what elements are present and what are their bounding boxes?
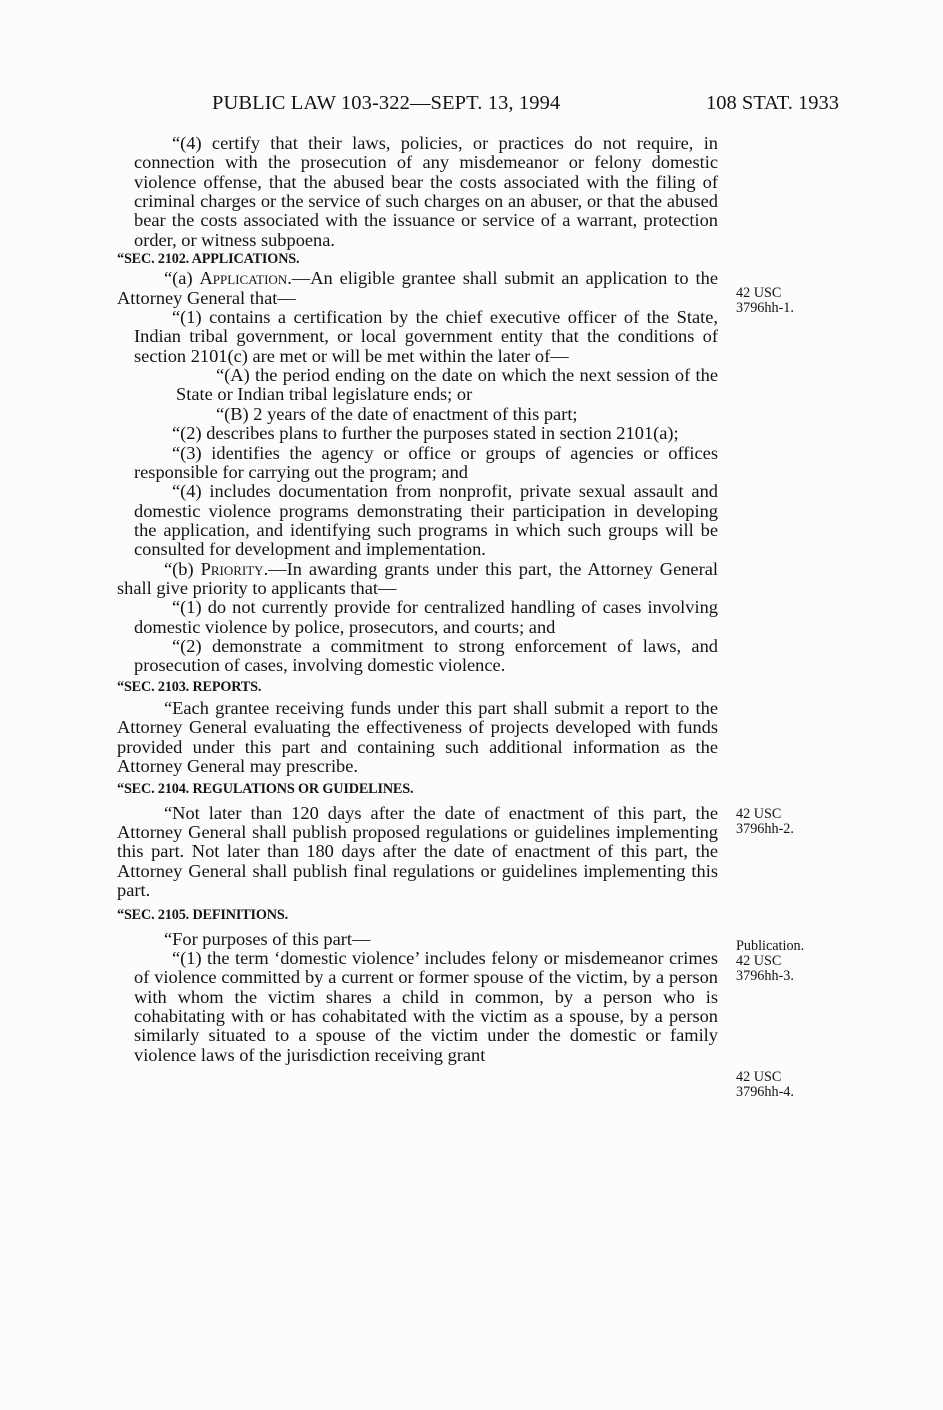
running-header-title: PUBLIC LAW 103-322—SEPT. 13, 1994 bbox=[212, 92, 561, 114]
definition-domestic-violence: “(1) the term ‘domestic violence’ includes felony or misdemeanor crimes of violence committed by a current or former spouse of the victim, by a person with whom the victim shares a child in common, by a person who is cohabitating with or has cohabitated with the victim as a spouse, by a person similarly situated to a spouse of the victim under the domestic or family violence laws of the jurisdiction receiving grant bbox=[134, 948, 718, 1065]
priority-item-1: “(1) do not currently provide for centralized handling of cases involving domestic violence by police, prosecutors, and courts; and bbox=[134, 597, 718, 637]
subparagraph-b-years: “(B) 2 years of the date of enactment of this part; bbox=[216, 403, 578, 424]
margin-note-publication: Publication. 42 USC 3796hh-3. bbox=[736, 938, 805, 984]
paragraph-2-plans: “(2) describes plans to further the purposes stated in section 2101(a); bbox=[172, 423, 679, 444]
section-heading-2104: “SEC. 2104. REGULATIONS OR GUIDELINES. bbox=[117, 781, 414, 798]
subsection-b-priority: “(b) Priority.—In awarding grants under this part, the Attorney General shall give priority to applicants that— bbox=[117, 558, 718, 598]
margin-note-usc-2: 42 USC 3796hh-2. bbox=[736, 806, 794, 837]
regulations-paragraph: “Not later than 120 days after the date of enactment of this part, the Attorney General shall publish proposed regulations or guidelines implementing this part. Not later than 180 days after the date of enactment of this part, the Attorney General shall publish final regulations or guidelines implementing this part. bbox=[117, 802, 718, 901]
paragraph-1-certification: “(1) contains a certification by the chief executive officer of the State, Indian tribal government, or local government entity that the conditions of section 2101(c) are met or will be met within the later of— bbox=[134, 307, 718, 366]
margin-note-usc-4: 42 USC 3796hh-4. bbox=[736, 1069, 794, 1100]
section-heading-2103: “SEC. 2103. REPORTS. bbox=[117, 678, 262, 695]
section-heading-2105: “SEC. 2105. DEFINITIONS. bbox=[117, 907, 289, 924]
priority-item-2: “(2) demonstrate a commitment to strong enforcement of laws, and prosecution of cases, involving domestic violence. bbox=[134, 635, 718, 676]
statute-body bbox=[117, 134, 718, 1065]
subparagraph-a-period: “(A) the period ending on the date on which the next session of the State or Indian tribal legislature ends; or bbox=[176, 365, 718, 405]
subsection-a-application: “(a) Application.—An eligible grantee shall submit an application to the Attorney General that— bbox=[117, 268, 719, 308]
statute-page-number: 108 STAT. 1933 bbox=[706, 92, 839, 114]
section-heading-2102: “SEC. 2102. APPLICATIONS. bbox=[117, 251, 300, 268]
margin-note-usc-1: 42 USC 3796hh-1. bbox=[736, 285, 794, 316]
paragraph-4-certify: “(4) certify that their laws, policies, or practices do not require, in connection with the prosecution of any misdemeanor or felony domestic violence offense, that the abused bear the costs associated with the filing of criminal charges or the service of such charges on an abuser, or that the abused bear the costs associated with the issuance or service of a warrant, protection order, or witness subpoena. bbox=[134, 133, 718, 250]
reports-paragraph: “Each grantee receiving funds under this part shall submit a report to the Attorney General evaluating the effectiveness of projects developed with funds provided under this part and containing such additional information as the Attorney General may prescribe. bbox=[117, 697, 718, 776]
paragraph-3-agency: “(3) identifies the agency or office or groups of agencies or offices responsible for carrying out the program; and bbox=[134, 442, 718, 482]
definitions-intro: “For purposes of this part— bbox=[164, 928, 371, 949]
paragraph-4-documentation: “(4) includes documentation from nonprofit, private sexual assault and domestic violence programs demonstrating their participation in developing the application, and identifying such programs in which such groups will be consulted for development and implementation. bbox=[134, 481, 718, 560]
